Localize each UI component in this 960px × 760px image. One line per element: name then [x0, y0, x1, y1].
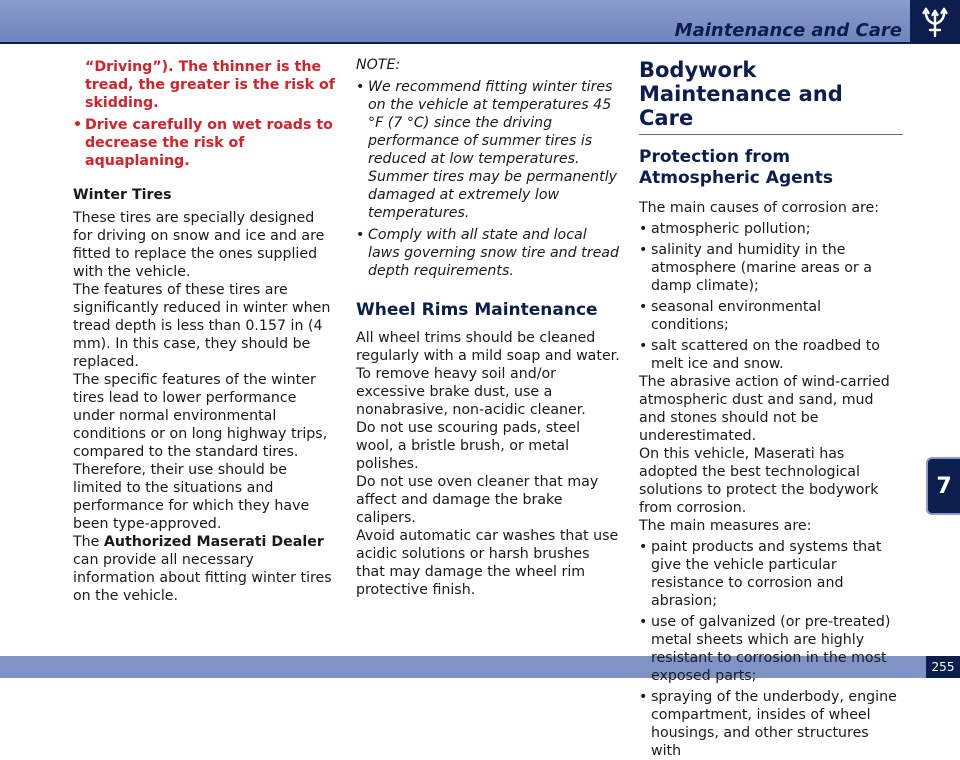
- paragraph: The abrasive action of wind-carried atmospheric dust and sand, mud and stones should not be underestimated.: [639, 374, 890, 444]
- warning-bullet: [73, 116, 335, 170]
- paragraph: Do not use oven cleaner that may affect and damage the brake calipers.: [356, 474, 599, 526]
- list-item-text: spraying of the underbody, engine compartment, insides of wheel housings, and other structures with: [651, 689, 897, 759]
- bullet-dot: •: [639, 338, 648, 354]
- bullet-dot: •: [639, 689, 648, 705]
- list-item-text: paint products and systems that give the vehicle particular resistance to corrosion and abrasion;: [651, 539, 882, 609]
- column-right: [639, 56, 903, 760]
- paragraph: On this vehicle, Maserati has adopted the best technological solutions to protect the bodywork from corrosion.: [639, 446, 879, 516]
- paragraph: These tires are specially designed for driving on snow and ice and are fitted to replace the ones supplied with the vehicle.: [73, 210, 325, 280]
- winter-tires-subheading: Winter Tires: [73, 187, 172, 203]
- bullet-dot: •: [356, 79, 365, 95]
- paragraph: All wheel trims should be cleaned regularly with a mild soap and water.: [356, 330, 620, 364]
- list-item-text: seasonal environmental conditions;: [651, 299, 822, 333]
- list-item-text: atmospheric pollution;: [651, 221, 811, 237]
- bullet-dot: •: [639, 221, 648, 237]
- bullet-dot: •: [639, 299, 648, 315]
- bullet-dot: •: [639, 614, 648, 630]
- paragraph: The features of these tires are significantly reduced in winter when tread depth is less than 0.157 in (4 mm). In this case, they should be replaced.: [73, 282, 331, 370]
- paragraph: The main measures are:: [639, 518, 812, 534]
- bullet-dot: •: [356, 227, 365, 243]
- list-item: [639, 538, 903, 610]
- paragraph: The main causes of corrosion are:: [639, 200, 880, 216]
- note-bullet: [356, 78, 620, 222]
- paragraph: [73, 533, 335, 605]
- warning-continuation: “Driving”). The thinner is the tread, the greater is the risk of skidding.: [85, 59, 335, 111]
- column-left: [73, 56, 335, 605]
- logo-box: [910, 0, 960, 44]
- note-label: NOTE:: [356, 57, 401, 73]
- list-item-text: salt scattered on the roadbed to melt ice and snow.: [651, 338, 880, 372]
- list-item-text: use of galvanized (or pre-treated) metal sheets which are highly resistant to corrosion in the most exposed parts;: [651, 614, 891, 684]
- header-bar: [0, 0, 960, 44]
- paragraph: The specific features of the winter tires lead to lower performance under normal environmental conditions or on long highway trips, compared to the standard tires.: [73, 372, 328, 460]
- list-item: [639, 220, 903, 238]
- list-item: [639, 688, 903, 760]
- chapter-tab[interactable]: 7: [926, 457, 960, 515]
- wheel-rims-heading: Wheel Rims Maintenance: [356, 300, 598, 320]
- paragraph: Therefore, their use should be limited to the situations and performance for which they have been type-approved.: [73, 462, 310, 532]
- note-bullet: [356, 226, 620, 280]
- bullet-dot: •: [639, 242, 648, 258]
- text-span: The: [73, 534, 104, 550]
- list-item-text: salinity and humidity in the atmosphere (marine areas or a damp climate);: [651, 242, 872, 294]
- page-number: 255: [926, 656, 960, 678]
- note-bullet-text: We recommend fitting winter tires on the vehicle at temperatures 45 °F (7 °C) since the driving performance of summer tires is reduced at low temperatures. Summer tires may be permanently damaged at extremely low temperatures.: [368, 79, 618, 221]
- list-item: [639, 241, 903, 295]
- paragraph: To remove heavy soil and/or excessive brake dust, use a nonabrasive, non-acidic cleaner.: [356, 366, 586, 418]
- atmospheric-subheading: Protection from Atmospheric Agents: [639, 147, 834, 188]
- paragraph: Do not use scouring pads, steel wool, a bristle brush, or metal polishes.: [356, 420, 581, 472]
- bullet-dot: •: [73, 117, 83, 133]
- maserati-trident-icon: [920, 5, 950, 39]
- bullet-dot: •: [639, 539, 648, 555]
- column-middle: [356, 56, 620, 599]
- wheel-rims-body: [356, 329, 620, 599]
- bodywork-heading: Bodywork Maintenance and Care: [639, 58, 903, 135]
- list-item: [639, 298, 903, 334]
- list-item: [639, 337, 903, 373]
- note-bullet-text: Comply with all state and local laws governing snow tire and tread depth requirements.: [368, 227, 620, 279]
- paragraph: Avoid automatic car washes that use acidic solutions or harsh brushes that may damage the wheel rim protective finish.: [356, 528, 619, 598]
- warning-bullet-text: Drive carefully on wet roads to decrease the risk of aquaplaning.: [85, 117, 333, 169]
- dealer-emphasis: Authorized Maserati Dealer: [103, 534, 324, 550]
- section-title: Maintenance and Care: [674, 20, 902, 41]
- text-span: can provide all necessary information about fitting winter tires on the vehicle.: [73, 552, 332, 604]
- list-item: [639, 613, 903, 685]
